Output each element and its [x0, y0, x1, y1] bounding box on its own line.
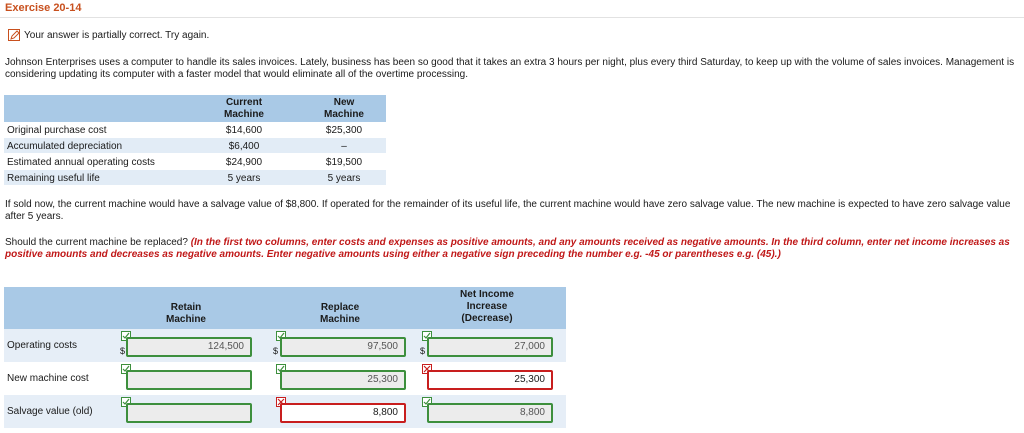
salvage-info: If sold now, the current machine would have a salvage value of $8,800. If operated for the remainder of its useful life, the current machine would have zero salvage value. The new machine is expected to have zero salvage value after 5 years. — [5, 199, 1011, 222]
problem-intro: Johnson Enterprises uses a computer to handle its sales invoices. Lately, business has been so good that it takes an extra 3 hours per night, plus every third Saturday, to keep up with the volume of sales invoices. Management is considering updating its computer with a faster model that would eliminate all of the overtime processing. — [5, 57, 1015, 80]
status-message — [8, 29, 209, 41]
question-block — [5, 237, 1017, 261]
status-text: Your answer is partially correct. Try again. — [24, 29, 210, 41]
retain-operating-costs-input[interactable]: 124,500 — [126, 337, 252, 357]
col-new-machine: New Machine — [323, 97, 364, 120]
table-row: Accumulated depreciation $6,400 – — [4, 138, 386, 154]
instructions-text: (In the first two columns, enter costs and expenses as positive amounts, and any amounts received as negative amounts. In the third column, enter net income increases as positive amounts and decreases as negative amounts. Enter negative amounts using either a negative sign preceding the number e.g. -45 or parentheses e.g. (45).) — [5, 237, 1010, 260]
col-retain-machine: Retain Machine — [165, 302, 206, 325]
row-label: Salvage value (old) — [7, 406, 93, 417]
col-replace-machine: Replace Machine — [319, 302, 360, 325]
question-text: Should the current machine be replaced? — [5, 237, 188, 248]
retain-salvage-value-input[interactable] — [126, 403, 252, 423]
table-row: Operating costs $ 124,500 $ 97,500 $ 27,000 — [4, 329, 566, 362]
pencil-icon — [8, 29, 20, 41]
table-row — [4, 362, 566, 395]
replace-new-machine-cost-input[interactable]: 25,300 — [280, 370, 406, 390]
exercise-title: Exercise 20-14 — [5, 2, 82, 14]
net-salvage-value-input[interactable]: 8,800 — [427, 403, 553, 423]
replace-operating-costs-input[interactable]: 97,500 — [280, 337, 406, 357]
table-row — [4, 395, 566, 428]
net-operating-costs-input[interactable]: 27,000 — [427, 337, 553, 357]
info-table-header — [4, 95, 386, 122]
net-new-machine-cost-input[interactable]: 25,300 — [427, 370, 553, 390]
answer-table — [4, 287, 566, 433]
table-row: Estimated annual operating costs $24,900 $19,500 — [4, 154, 386, 170]
answer-table-header — [4, 287, 566, 329]
row-label: New machine cost — [7, 373, 89, 384]
table-row: Original purchase cost $14,600 $25,300 — [4, 122, 386, 138]
col-net-income: Net Income Increase (Decrease) — [460, 289, 514, 324]
replace-salvage-value-input[interactable]: 8,800 — [280, 403, 406, 423]
col-current-machine: Current Machine — [223, 97, 264, 120]
row-label: Operating costs — [7, 340, 78, 351]
title-divider — [0, 17, 1024, 18]
table-row: Remaining useful life 5 years 5 years — [4, 170, 386, 186]
machine-info-table — [4, 95, 386, 186]
retain-new-machine-cost-input[interactable] — [126, 370, 252, 390]
